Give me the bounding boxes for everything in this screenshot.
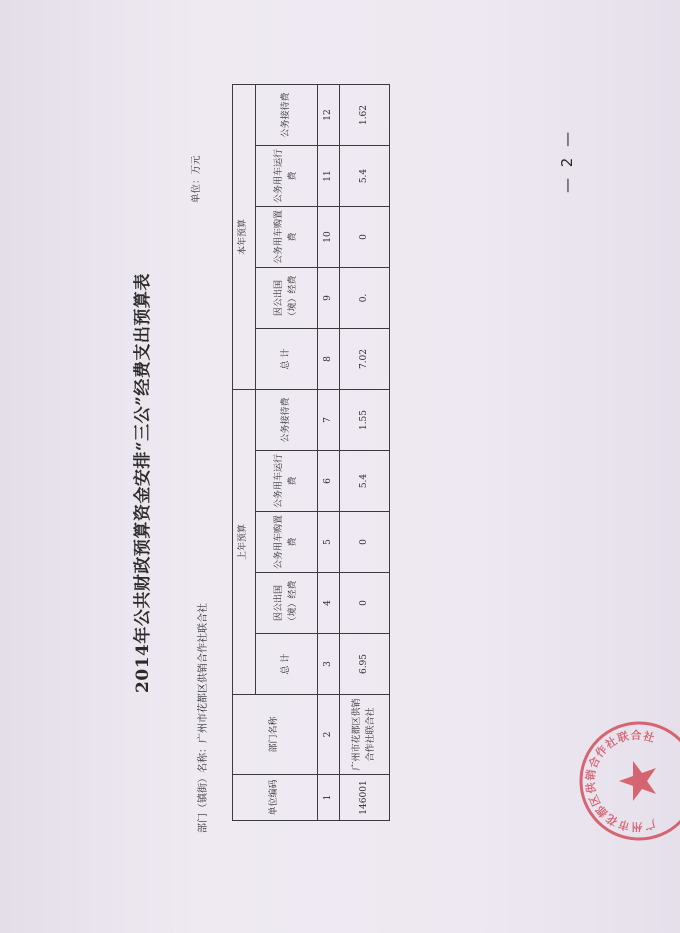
header-this-year: 本年预算 (233, 85, 256, 390)
header-last-vehicle-purchase: 公务用车购置费 (256, 512, 318, 573)
cell-last-total: 6.95 (340, 634, 390, 695)
col-number: 7 (318, 390, 340, 451)
cell-this-reception: 1.62 (340, 85, 390, 146)
header-this-reception: 公务接待费 (256, 85, 318, 146)
header-this-vehicle-operation: 公务用车运行费 (256, 146, 318, 207)
col-number: 11 (318, 146, 340, 207)
col-number: 9 (318, 268, 340, 329)
page-title: 2014年公共财政预算资金安排“三公”经费支出预算表 (133, 273, 153, 693)
col-number: 12 (318, 85, 340, 146)
col-number: 6 (318, 451, 340, 512)
header-unit-code: 单位编码 (233, 775, 318, 821)
col-number: 10 (318, 207, 340, 268)
cell-last-vehicle-purchase: 0 (340, 512, 390, 573)
header-last-abroad: 因公出国（境）经费 (256, 573, 318, 634)
svg-text:广州市花都区供销合作社联合社: 广州市花都区供销合作社联合社 (583, 728, 657, 834)
col-number: 3 (318, 634, 340, 695)
header-last-total: 总 计 (256, 634, 318, 695)
cell-last-abroad: 0 (340, 573, 390, 634)
official-seal-stamp (575, 717, 680, 845)
seal-star-icon (619, 761, 656, 801)
col-number: 8 (318, 329, 340, 390)
header-this-total: 总 计 (256, 329, 318, 390)
cell-last-reception: 1.55 (340, 390, 390, 451)
department-line: 部门（镇街）名称：广州市花都区供销合作社联合社 (198, 603, 209, 833)
col-number: 2 (318, 695, 340, 775)
header-this-vehicle-purchase: 公务用车购置费 (256, 207, 318, 268)
cell-this-total: 7.02 (340, 329, 390, 390)
col-number: 1 (318, 775, 340, 821)
header-dept-name: 部门名称 (233, 695, 318, 775)
cell-last-vehicle-operation: 5.4 (340, 451, 390, 512)
unit-label: 单位：万元 (191, 155, 202, 203)
cell-dept-name: 广州市花都区供销合作社联合社 (340, 695, 390, 775)
col-number: 4 (318, 573, 340, 634)
page-number: — 2 — (558, 128, 576, 193)
header-last-year: 上年预算 (233, 390, 256, 695)
cell-this-vehicle-operation: 5.4 (340, 146, 390, 207)
cell-this-vehicle-purchase: 0 (340, 207, 390, 268)
budget-table (232, 84, 390, 821)
cell-this-abroad: 0. (340, 268, 390, 329)
header-last-vehicle-operation: 公务用车运行费 (256, 451, 318, 512)
header-this-abroad: 因公出国（境）经费 (256, 268, 318, 329)
col-number: 5 (318, 512, 340, 573)
cell-unit-code: 146001 (340, 775, 390, 821)
header-last-reception: 公务接待费 (256, 390, 318, 451)
table-row (340, 85, 390, 821)
